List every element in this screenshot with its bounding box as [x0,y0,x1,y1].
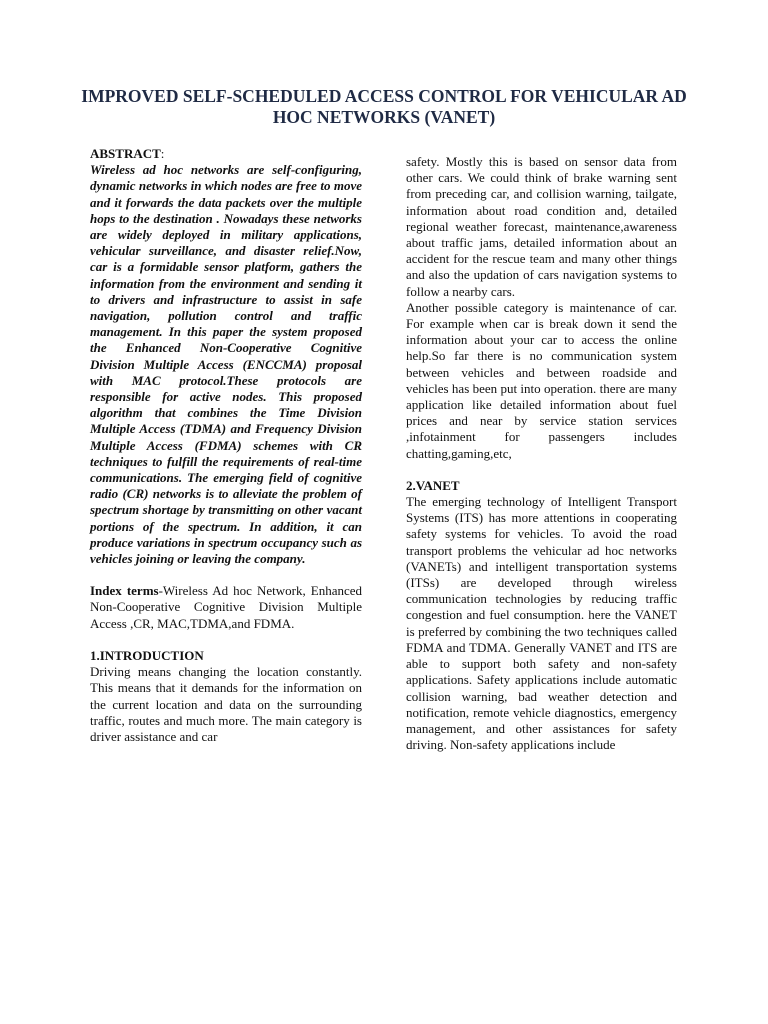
abstract-body: Wireless ad hoc networks are self-configuring, dynamic networks in which nodes are free to move and it forwards the data packets over the multiple hops to the destination . Nowadays these networks are widely deployed in military applications, vehicular surveillance, and disaster relief.Now, car is a formidable sensor platform, gathers the information from the environment and sending it to drivers and infrastructure to assist in safe navigation, pollution control and traffic management. In this paper the system proposed the Enhanced Non-Cooperative Cognitive Division Multiple Access (ENCCMA) proposal with MAC protocol.These protocols are responsible for active nodes. This proposed algorithm that combines the Time Division Multiple Access (TDMA) and Frequency Division Multiple Access (FDMA) schemes with CR techniques to fulfill the requirements of real-time communications. The emerging field of cognitive radio (CR) networks is to alleviate the problem of spectrum shortage by transmitting on other vacant portions of the spectrum. In addition, it can produce variations in spectrum occupancy such as vehicles joining or leaving the company. [90,162,362,567]
abstract-heading: ABSTRACT [90,146,161,161]
vanet-body: The emerging technology of Intelligent Transport Systems (ITS) has more attentions in cooperating safety systems for vehicles. To avoid the road transport problems the vehicular ad hoc networks (VANETs) and intelligent transportation systems (ITSs) are developed through wireless communication technologies by reducing traffic congestion and fuel consumption. here the VANET is preferred by combining the two techniques called FDMA and TDMA. Generally VANET and ITS are able to support both safety and non-safety applications. Safety applications include automatic collision warning, bad weather detection and notification, remote vehicle diagnostics, emergency management, and other assistances for safety driving. Non-safety applications include [406,494,677,753]
index-terms [90,583,362,632]
abstract-section [90,146,362,162]
index-terms-text: -Wireless Ad hoc Network, Enhanced Non-Cooperative Cognitive Division Multiple Access ,CR, MAC,TDMA,and FDMA. [90,583,362,631]
index-terms-label: Index terms [90,583,159,599]
introduction-heading: 1.INTRODUCTION [90,647,204,663]
right-column [406,154,677,753]
abstract-colon: : [160,146,165,161]
right-paragraph-2: Another possible category is maintenance of car. For example when car is break down it send the information about your car to access the online help.So far there is no communication system between vehicles and between roadside and vehicles has been put into operation. there are many application like detailed information about fuel prices and near by service station services ,infotainment for passengers includes chatting,gaming,etc, [406,299,677,461]
vanet-heading: 2.VANET [406,477,460,493]
left-column [90,146,362,745]
right-paragraph-1: safety. Mostly this is based on sensor data from other cars. We could think of brake warning sent from preceding car, and collision warning, tailgate, information about road condition and, detailed regional weather forecast, maintenance,awareness about traffic jams, detailed information about an accident for the rescue team and many other things and also the updation of cars navigation systems to follow a nearby cars. [406,154,677,299]
paper-title: IMPROVED SELF-SCHEDULED ACCESS CONTROL FOR VEHICULAR AD HOC NETWORKS (VANET) [81,86,687,127]
introduction-body: Driving means changing the location constantly. This means that it demands for the information on the current location and data on the surrounding traffic, routes and much more. The main category is driver assistance and car [90,664,362,744]
